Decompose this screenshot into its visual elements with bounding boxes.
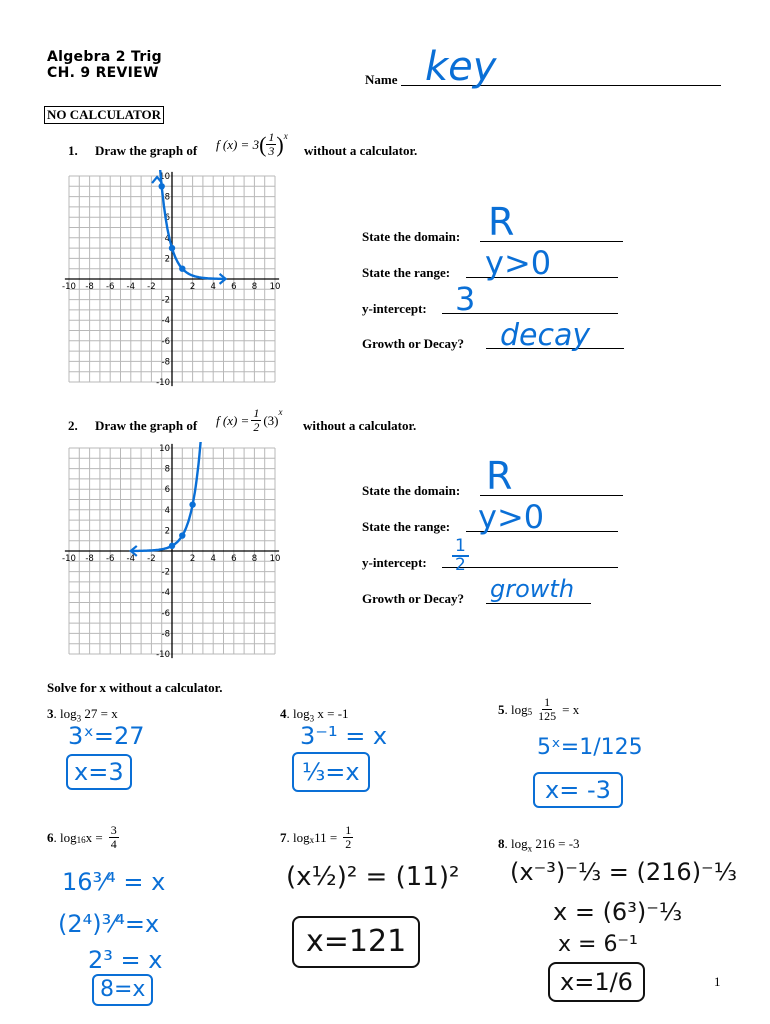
q2-yint-den: 2	[455, 555, 466, 575]
p7-frac-den: 2	[345, 837, 352, 851]
p3-rest: 27 = x	[81, 706, 118, 721]
p5-number: 5	[498, 701, 505, 717]
q1-x-tick: -10	[62, 282, 76, 292]
q1-exp: x	[283, 131, 288, 141]
q2-x-tick: -10	[62, 554, 76, 564]
q2-number: 2.	[68, 418, 78, 433]
p8-rest: 216 = -3	[532, 836, 580, 851]
q1-prompt-post: without a calculator.	[304, 143, 418, 158]
p6-work-1: 16³⁄⁴ = x	[62, 868, 166, 896]
q1-x-tick: 10	[269, 282, 281, 292]
name-value: key	[425, 44, 497, 90]
q1-x-tick: -6	[105, 282, 115, 292]
chapter-title: CH. 9 REVIEW	[47, 65, 159, 81]
p8-answer: x=1/6	[548, 962, 645, 1002]
q1-domain-answer: R	[488, 200, 515, 244]
q2-prompt-post: without a calculator.	[303, 418, 417, 433]
p6-number: 6	[47, 829, 54, 845]
p7-base: x	[309, 835, 315, 845]
q2-domain-label: State the domain:	[362, 483, 461, 498]
q1-function: f (x) = 3 ( $\frac{1}{3}$ ) $^x$	[216, 130, 288, 158]
q2-function	[216, 407, 282, 434]
section-label: NO CALCULATOR	[44, 106, 164, 124]
q2-yint-num: 1	[452, 538, 469, 557]
q1-y-tick: 6	[164, 213, 170, 224]
q1-point	[159, 183, 165, 189]
q2-x-tick: -8	[85, 554, 94, 564]
q1-graph	[60, 170, 282, 388]
q1-x-tick: 8	[251, 282, 258, 292]
p6-prompt	[47, 824, 119, 851]
p3-number: 3	[47, 706, 54, 721]
p7-log: . log	[286, 829, 310, 845]
q1-x-tick: -8	[85, 282, 94, 292]
p3-answer: x=3	[66, 754, 132, 790]
q2-y-tick: -4	[161, 588, 170, 599]
p8-base: x	[527, 843, 533, 854]
p5-prompt	[498, 696, 579, 723]
q2-y-tick: 10	[159, 444, 170, 454]
page-number: 1	[714, 974, 721, 989]
q2-y-tick: 4	[164, 505, 170, 516]
p6-work-3: 2³ = x	[88, 946, 163, 974]
q2-prompt: Draw the graph of	[95, 418, 198, 433]
q1-yint-label: y-intercept:	[362, 301, 427, 316]
p4-base: 3	[309, 713, 315, 724]
q1-frac-num: 1	[268, 130, 275, 144]
q2-y-tick: -10	[156, 650, 170, 660]
q1-x-tick: 4	[210, 282, 216, 292]
q1-y-tick: 2	[164, 254, 170, 265]
q1-y-tick: -6	[161, 336, 170, 347]
p5-rest: = x	[562, 701, 580, 717]
p5-frac-num: 1	[544, 695, 551, 709]
q2-growth-line	[486, 603, 591, 604]
q2-exp: x	[278, 407, 283, 417]
p6-frac-den: 4	[110, 837, 117, 851]
q1-y-tick: 4	[164, 233, 170, 244]
q1-x-tick: -2	[147, 282, 156, 292]
p6-base: 16	[76, 835, 86, 845]
q1-y-tick: -10	[156, 378, 170, 388]
p4-log: . log	[286, 706, 310, 721]
q1-x-tick: 6	[231, 282, 237, 292]
q2-x-tick: 6	[231, 554, 237, 564]
p6-answer: 8=x	[92, 974, 153, 1006]
q1-growth-label: Growth or Decay?	[362, 336, 465, 351]
q2-x-tick: 8	[251, 554, 258, 564]
q1-y-tick: -8	[161, 357, 170, 368]
q2-x-tick: -2	[147, 554, 156, 564]
p7-prompt	[280, 824, 353, 851]
p3-base: 3	[76, 713, 82, 724]
p4-number: 4	[280, 706, 287, 721]
q1-range-label: State the range:	[362, 265, 451, 280]
q2-fn-post: (3)	[263, 412, 279, 428]
p8-log: . log	[504, 836, 528, 851]
q2-domain-answer: R	[486, 454, 513, 498]
q2-growth-answer: growth	[490, 575, 575, 603]
q2-y-tick: -2	[161, 567, 170, 578]
p3-work: 3ˣ=27	[68, 722, 145, 750]
q1-yint-answer: 3	[455, 280, 476, 318]
p3-log: . log	[53, 706, 77, 721]
q2-graph	[60, 442, 282, 660]
q2-x-tick: 4	[210, 554, 216, 564]
q2-frac-num: 1	[253, 406, 260, 420]
q1-fn: f (x) = 3	[216, 136, 260, 152]
q2-y-tick: 6	[164, 485, 170, 496]
q1-number: 1.	[68, 143, 78, 158]
q2-frac-den: 2	[253, 420, 260, 434]
q1-frac-den: 3	[268, 144, 275, 158]
q2-fn-pre: f (x) =	[216, 412, 250, 428]
p6-rest: x =	[85, 829, 103, 845]
q1-range-answer: y>0	[485, 244, 552, 282]
q2-x-tick: -6	[105, 554, 115, 564]
q1-domain-label: State the domain:	[362, 229, 461, 244]
q2-y-tick: -6	[161, 608, 170, 619]
p8-number: 8	[498, 836, 505, 851]
p8-prompt	[498, 836, 580, 854]
p8-work-3: x = 6⁻¹	[558, 932, 638, 957]
q2-range-label: State the range:	[362, 519, 451, 534]
q2-x-tick: -4	[126, 554, 136, 564]
p4-rest: x = -1	[314, 706, 349, 721]
p3-prompt	[47, 706, 118, 724]
q1-y-tick: 8	[164, 192, 170, 203]
q2-point	[179, 532, 185, 538]
q2-y-tick: 8	[164, 464, 170, 475]
p7-answer: x=121	[292, 916, 420, 968]
q2-y-tick: 2	[164, 526, 170, 537]
q1-x-tick: -4	[126, 282, 136, 292]
p5-work: 5ˣ=1/125	[537, 735, 643, 760]
p4-prompt	[280, 706, 349, 724]
q2-growth-label: Growth or Decay?	[362, 591, 465, 606]
q2-point	[189, 501, 195, 507]
p5-answer: x= -3	[533, 772, 623, 808]
q2-x-tick: 2	[189, 554, 196, 564]
name-label: Name	[365, 72, 398, 87]
p6-log: . log	[53, 829, 77, 845]
p4-work: 3⁻¹ = x	[300, 722, 388, 750]
q1-point	[179, 266, 185, 272]
q1-prompt: Draw the graph of	[95, 143, 198, 158]
solve-heading: Solve for x without a calculator.	[47, 680, 223, 695]
q1-y-tick: -4	[161, 316, 170, 327]
q1-growth-answer: decay	[500, 318, 591, 353]
q1-y-tick: -2	[161, 295, 170, 306]
p6-frac-num: 3	[110, 823, 117, 837]
q2-range-answer: y>0	[478, 498, 545, 536]
q2-point	[169, 543, 175, 549]
p4-answer: ⅓=x	[292, 752, 370, 792]
q2-yint-answer	[452, 538, 469, 574]
q1-x-tick: 2	[189, 282, 196, 292]
q2-yint-label: y-intercept:	[362, 555, 427, 570]
p8-work-2: x = (6³)⁻⅓	[553, 898, 683, 926]
course-title: Algebra 2 Trig	[47, 49, 162, 65]
q2-y-tick: -8	[161, 629, 170, 640]
p7-number: 7	[280, 829, 287, 845]
p7-frac-num: 1	[345, 823, 352, 837]
q1-point	[169, 245, 175, 251]
p5-base: 5	[527, 707, 533, 717]
p8-work-1: (x⁻³)⁻⅓ = (216)⁻⅓	[510, 858, 737, 886]
p5-frac-den: 125	[538, 709, 557, 723]
p7-work: (x½)² = (11)²	[286, 862, 460, 892]
p7-rest: 11 =	[314, 829, 338, 845]
p6-work-2: (2⁴)³⁄⁴=x	[58, 910, 160, 938]
q1-y-tick: 10	[159, 172, 170, 182]
p5-log: . log	[504, 701, 528, 717]
q2-x-tick: 10	[269, 554, 281, 564]
